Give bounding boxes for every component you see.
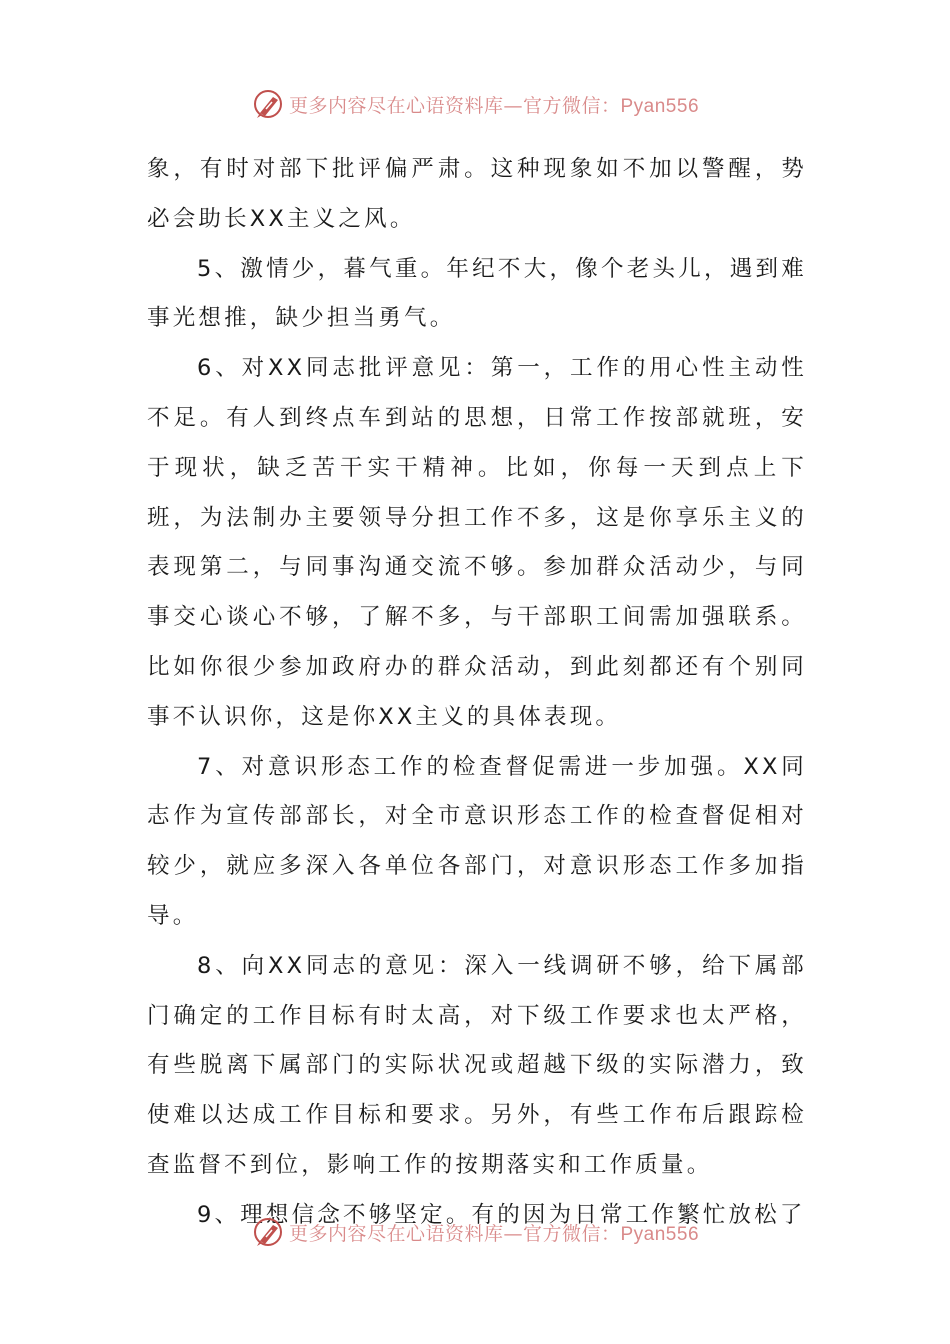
banner-wechat-id: Pyan556 (620, 95, 700, 117)
paragraph-item-9: 9、理想信念不够坚定。有的因为日常工作繁忙放松了 (197, 1201, 806, 1228)
paragraph-item-7: 7、对意识形态工作的检查督促需进一步加强。XX同志作为宣传部部长，对全市意识形态工作的检查督促相对较少，就应多深入各单位各部门，对意识形态工作多加指导。 (147, 753, 807, 929)
pen-nib-icon (251, 1215, 285, 1249)
paragraph-item-5: 5、激情少，暮气重。年纪不大，像个老头儿，遇到难事光想推，缺少担当勇气。 (147, 255, 807, 332)
paragraph-item-6: 6、对XX同志批评意见：第一，工作的用心性主动性不足。有人到终点车到站的思想，日常工作按部就班，安于现状，缺乏苦干实干精神。比如，你每一天到点上下班，为法制办主要领导分担工作不多，这是你享乐主义的表现第二，与同事沟通交流不够。参加群众活动少，与同事交心谈心不够，了解不多，与干部职工间需加强联系。比如你很少参加政府办的群众活动，到此刻都还有个别同事不认识你，这是你XX主义的具体表现。 (147, 355, 807, 730)
banner-text: 更多内容尽在心语资料库—官方微信：Pyan556 (288, 94, 700, 117)
header-watermark-banner (0, 84, 950, 124)
paragraph-item-8: 8、向XX同志的意见：深入一线调研不够，给下属部门确定的工作目标有时太高，对下级工作要求也太严格，有些脱离下属部门的实际状况或超越下级的实际潜力，致使难以达成工作目标和要求。另外，有些工作布后跟踪检查监督不到位，影响工作的按期落实和工作质量。 (147, 952, 807, 1178)
paragraph-continued: 象，有时对部下批评偏严肃。这种现象如不加以警醒，势必会助长XX主义之风。 (147, 156, 807, 232)
banner-text: 更多内容尽在心语资料库—官方微信：Pyan556 (288, 1222, 700, 1245)
banner-wechat-id: Pyan556 (620, 1223, 700, 1245)
document-body (147, 145, 807, 1228)
footer-watermark-banner (0, 1212, 950, 1252)
pen-nib-icon (251, 87, 285, 121)
